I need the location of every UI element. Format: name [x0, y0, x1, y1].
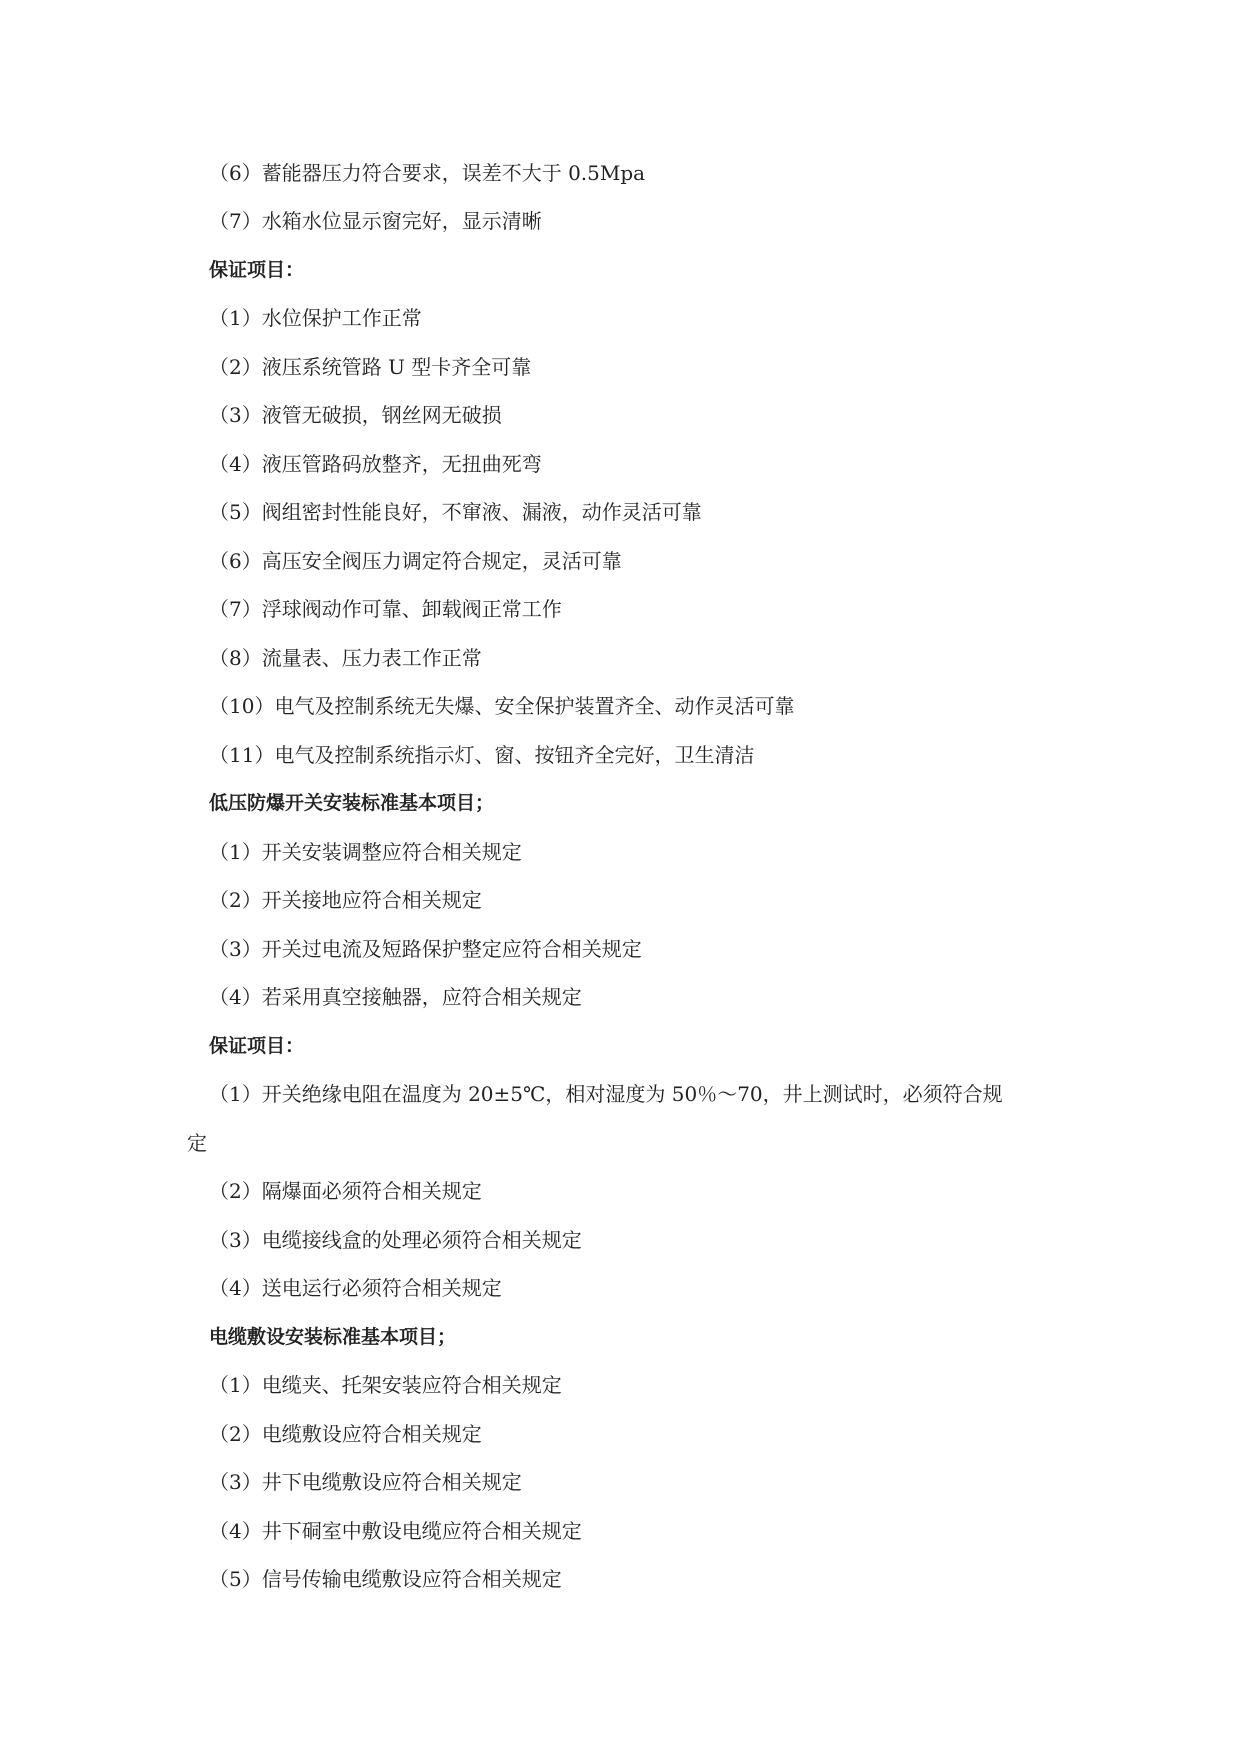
list-item: （6）蓄能器压力符合要求，误差不大于 0.5Mpa	[209, 161, 646, 185]
section-heading: 保证项目：	[209, 1035, 305, 1057]
list-item: （3）液管无破损，钢丝网无破损	[209, 403, 502, 427]
list-item: （10）电气及控制系统无失爆、安全保护装置齐全、动作灵活可靠	[209, 694, 795, 718]
list-item-continuation: 定	[187, 1131, 207, 1155]
list-item: （3）电缆接线盒的处理必须符合相关规定	[209, 1228, 582, 1252]
list-item: （2）液压系统管路 U 型卡齐全可靠	[209, 355, 532, 379]
list-item: （2）电缆敷设应符合相关规定	[209, 1422, 482, 1446]
list-item: （3）开关过电流及短路保护整定应符合相关规定	[209, 937, 642, 961]
list-item: （5）阀组密封性能良好，不窜液、漏液，动作灵活可靠	[209, 500, 702, 524]
list-item: （4）若采用真空接触器，应符合相关规定	[209, 985, 582, 1009]
list-item: （8）流量表、压力表工作正常	[209, 646, 482, 670]
list-item: （4）液压管路码放整齐，无扭曲死弯	[209, 452, 542, 476]
list-item: （3）井下电缆敷设应符合相关规定	[209, 1470, 522, 1494]
list-item: （11）电气及控制系统指示灯、窗、按钮齐全完好，卫生清洁	[209, 743, 755, 767]
list-item: （2）隔爆面必须符合相关规定	[209, 1179, 482, 1203]
list-item: （1）水位保护工作正常	[209, 306, 422, 330]
list-item: （6）高压安全阀压力调定符合规定，灵活可靠	[209, 549, 622, 573]
list-item: （1）电缆夹、托架安装应符合相关规定	[209, 1373, 562, 1397]
list-item: （4）井下硐室中敷设电缆应符合相关规定	[209, 1519, 582, 1543]
list-item: （1）开关绝缘电阻在温度为 20±5℃，相对湿度为 50％～70，井上测试时，必须符合规	[209, 1082, 1003, 1106]
list-item: （4）送电运行必须符合相关规定	[209, 1276, 502, 1300]
section-heading: 电缆敷设安装标准基本项目；	[209, 1326, 457, 1348]
list-item: （2）开关接地应符合相关规定	[209, 888, 482, 912]
list-item: （1）开关安装调整应符合相关规定	[209, 840, 522, 864]
list-item: （5）信号传输电缆敷设应符合相关规定	[209, 1567, 562, 1591]
list-item: （7）水箱水位显示窗完好，显示清晰	[209, 209, 542, 233]
list-item: （7）浮球阀动作可靠、卸载阀正常工作	[209, 597, 562, 621]
section-heading: 低压防爆开关安装标准基本项目；	[209, 792, 495, 814]
section-heading: 保证项目：	[209, 259, 305, 281]
